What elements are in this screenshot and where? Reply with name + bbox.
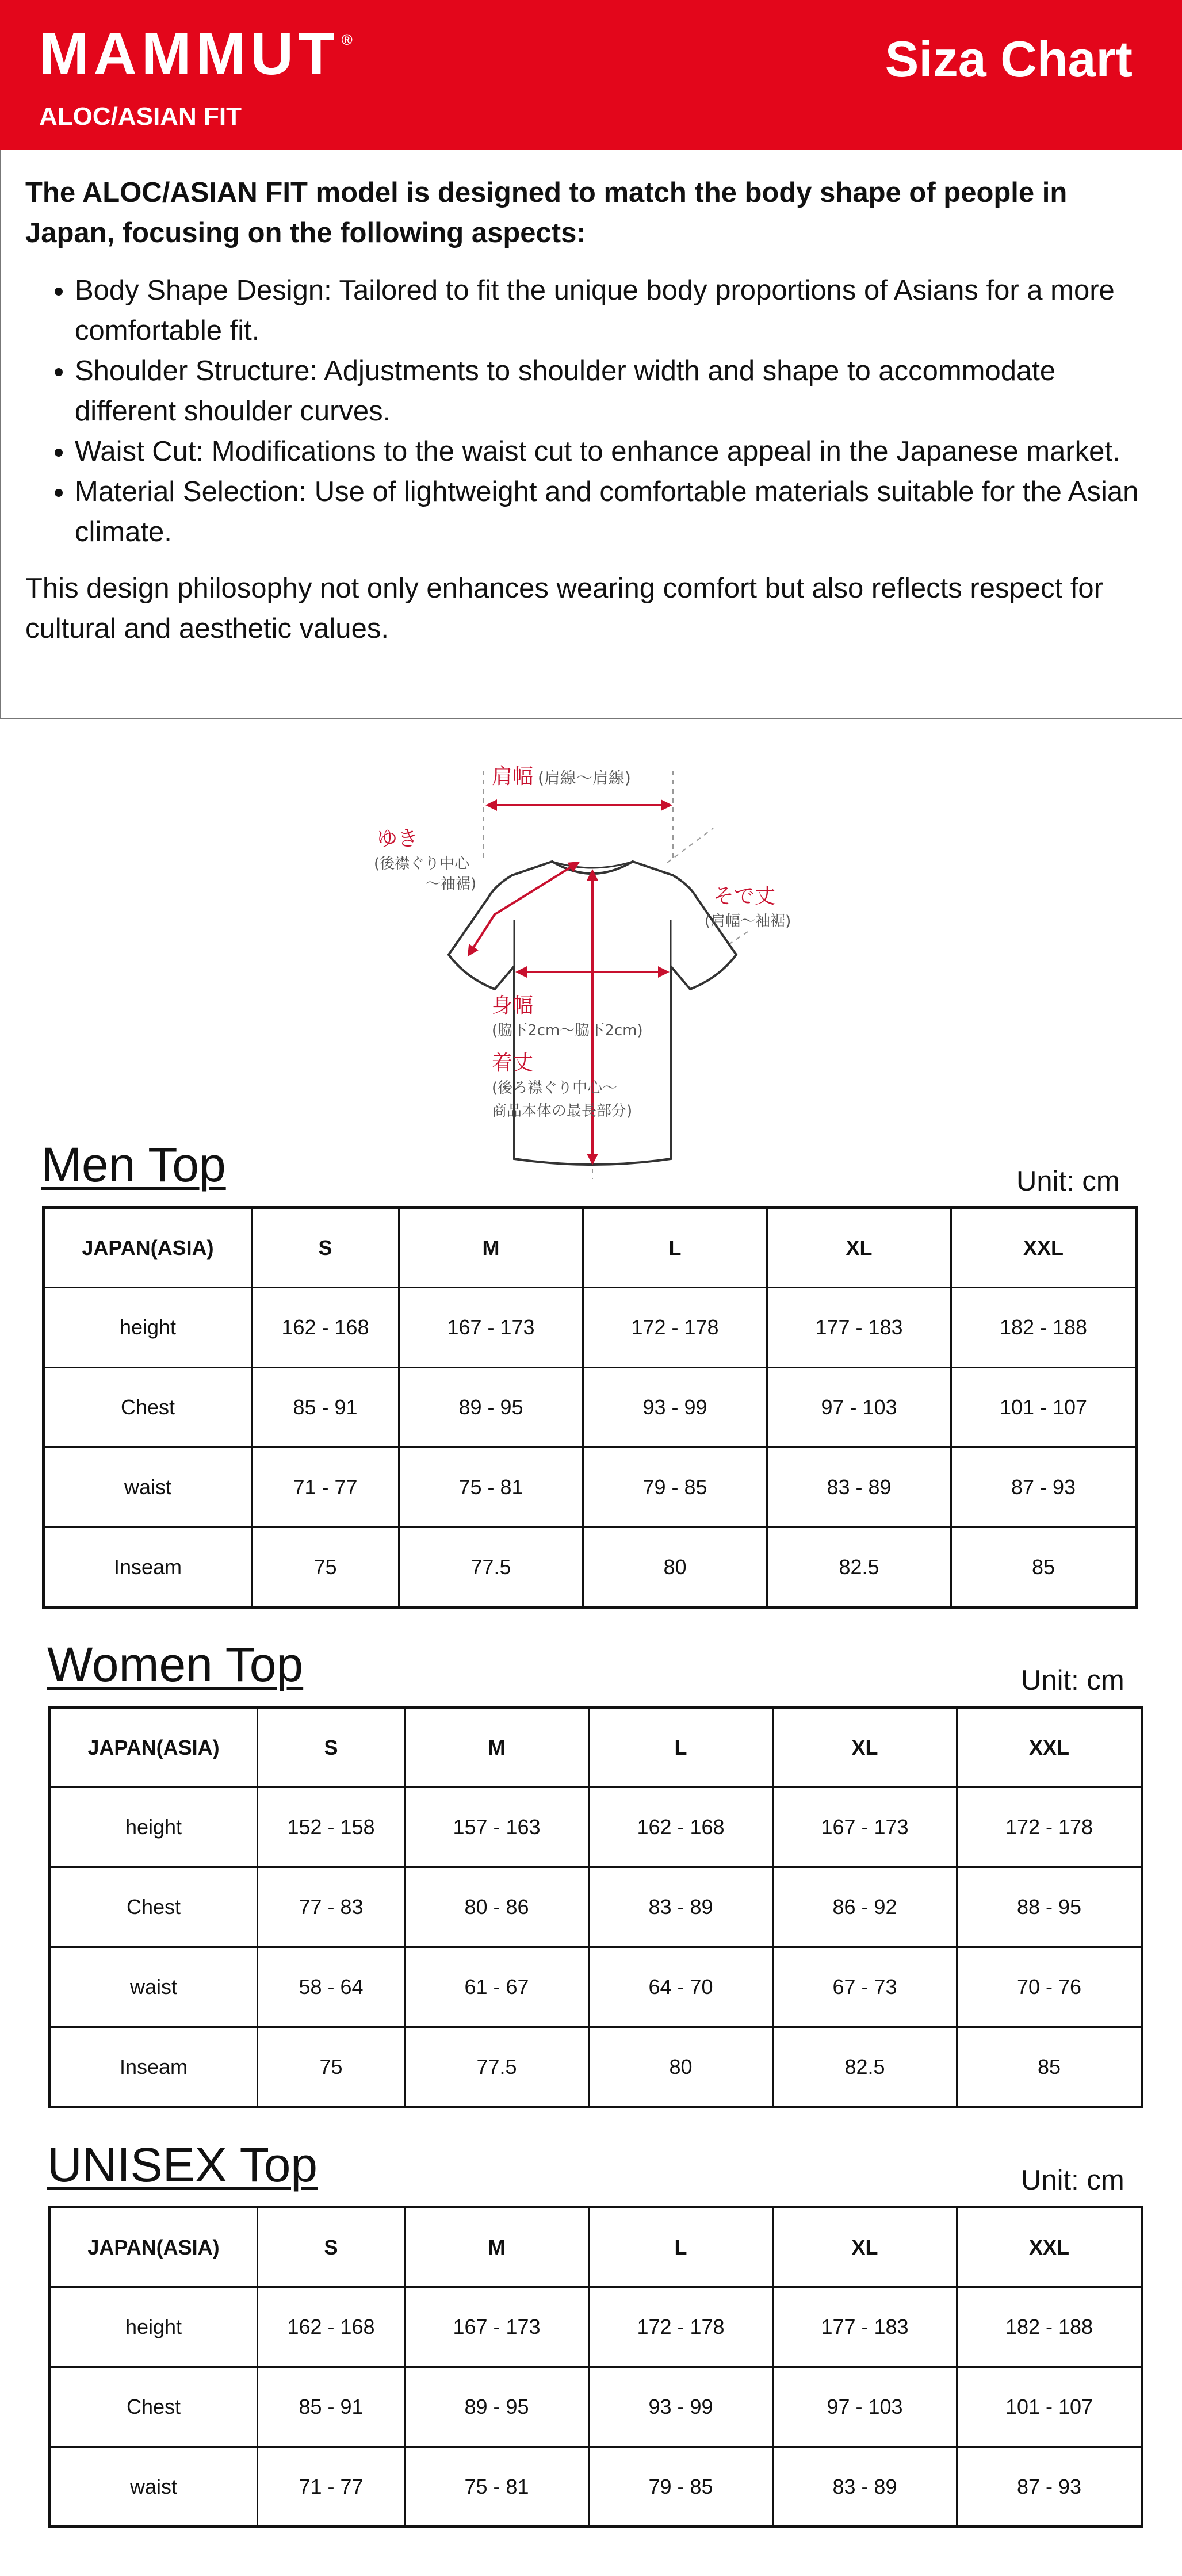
table-cell: waist [49,1947,258,2027]
table-cell: 89 - 95 [399,1368,583,1448]
intro-box [0,150,1182,719]
table-cell: 71 - 77 [252,1448,399,1528]
table-row [44,1288,1137,1368]
header-cell: L [589,1708,773,1787]
table-cell: 167 - 173 [405,2287,589,2367]
table-row [49,2367,1142,2447]
header-cell: M [405,2207,589,2287]
table-header-row [44,1208,1137,1288]
table-cell: 58 - 64 [258,1947,405,2027]
table-row [49,1947,1142,2027]
tshirt-measurement-diagram [345,748,863,1185]
header-cell: XL [773,2207,957,2287]
table-cell: Inseam [49,2027,258,2107]
table-cell: 89 - 95 [405,2367,589,2447]
label-yuki-note-2: 〜袖裾) [426,875,477,893]
table-header-row [49,2207,1142,2287]
label-yuki: ゆき [377,827,419,851]
label-body-width-note: (脇下2cm〜脇下2cm) [492,1022,643,1039]
table-cell: 85 [951,1528,1137,1607]
table-cell: 177 - 183 [767,1288,951,1368]
table-cell: 61 - 67 [405,1947,589,2027]
table-cell: Chest [49,1867,258,1947]
table-cell: 80 - 86 [405,1867,589,1947]
header-cell: L [589,2207,773,2287]
men-top-title: Men Top [41,1138,226,1192]
table-cell: 87 - 93 [957,2447,1142,2527]
header-cell: S [252,1208,399,1288]
table-cell: 79 - 85 [589,2447,773,2527]
table-cell: 152 - 158 [258,1787,405,1867]
table-cell: 182 - 188 [957,2287,1142,2367]
label-length-note-1: (後ろ襟ぐり中心〜 [492,1080,618,1097]
table-cell: 93 - 99 [583,1368,767,1448]
page-title: Siza Chart [885,30,1133,87]
header-cell: XXL [957,1708,1142,1787]
table-cell: 87 - 93 [951,1448,1137,1528]
table-cell: 83 - 89 [767,1448,951,1528]
table-cell: 86 - 92 [773,1867,957,1947]
table-row [49,2027,1142,2107]
bullet-item: • Waist Cut: Modifications to the waist cut to enhance appeal in the Japanese market. [75,431,1158,472]
intro-lead: The ALOC/ASIAN FIT model is designed to match the body shape of people in Japan, focusing on the following aspects: [25,177,1068,248]
table-cell: 79 - 85 [583,1448,767,1528]
header-cell: XXL [951,1208,1137,1288]
header-cell: JAPAN(ASIA) [49,1708,258,1787]
table-cell: 71 - 77 [258,2447,405,2527]
table-cell: 77.5 [405,2027,589,2107]
table-cell: 97 - 103 [773,2367,957,2447]
header-cell: S [258,2207,405,2287]
unisex-top-title: UNISEX Top [47,2138,318,2192]
table-cell: height [44,1288,252,1368]
bullet-item: • Body Shape Design: Tailored to fit the unique body proportions of Asians for a more comfortable fit. [75,270,1158,351]
table-cell: 80 [583,1528,767,1607]
table-cell: waist [44,1448,252,1528]
bullet-item: • Material Selection: Use of lightweight and comfortable materials suitable for the Asian climate. [75,472,1158,552]
table-cell: Inseam [44,1528,252,1607]
header-cell: JAPAN(ASIA) [49,2207,258,2287]
table-row [44,1368,1137,1448]
unisex-top-table [48,2206,1143,2528]
label-sleeve-length: そで丈 [713,885,776,908]
unisex-top-unit: Unit: cm [1021,2165,1124,2196]
table-cell: 77 - 83 [258,1867,405,1947]
label-yuki-note-1: (後襟ぐり中心 [374,855,470,872]
header-cell: XL [767,1208,951,1288]
table-cell: 82.5 [767,1528,951,1607]
table-cell: 85 - 91 [258,2367,405,2447]
header-cell: XL [773,1708,957,1787]
table-cell: waist [49,2447,258,2527]
men-top-unit: Unit: cm [1016,1166,1120,1197]
table-row [44,1448,1137,1528]
fit-label: ALOC/ASIAN FIT [39,102,242,131]
table-cell: 157 - 163 [405,1787,589,1867]
table-cell: 162 - 168 [258,2287,405,2367]
label-sleeve-length-note: (肩幅〜袖裾) [705,913,791,930]
header-cell: M [405,1708,589,1787]
table-cell: 93 - 99 [589,2367,773,2447]
header-cell: XXL [957,2207,1142,2287]
table-cell: 82.5 [773,2027,957,2107]
brand-logo [39,21,353,87]
table-cell: height [49,2287,258,2367]
table-cell: 75 - 81 [399,1448,583,1528]
table-cell: 75 - 81 [405,2447,589,2527]
table-cell: 67 - 73 [773,1947,957,2027]
table-cell: 101 - 107 [951,1368,1137,1448]
table-cell: 162 - 168 [589,1787,773,1867]
table-cell: 77.5 [399,1528,583,1607]
table-cell: 88 - 95 [957,1867,1142,1947]
table-row [44,1528,1137,1607]
women-top-unit: Unit: cm [1021,1665,1124,1696]
table-cell: 177 - 183 [773,2287,957,2367]
table-cell: Chest [49,2367,258,2447]
table-cell: 172 - 178 [957,1787,1142,1867]
table-cell: 182 - 188 [951,1288,1137,1368]
intro-bullets [25,270,1158,552]
header-cell: M [399,1208,583,1288]
label-shoulder-width-note: (肩線〜肩線) [538,768,631,787]
table-row [49,1867,1142,1947]
table-row [49,2447,1142,2527]
label-length-note-2: 商品本体の最長部分) [492,1103,633,1120]
table-cell: 85 - 91 [252,1368,399,1448]
header-banner [0,0,1182,150]
table-cell: 70 - 76 [957,1947,1142,2027]
table-cell: Chest [44,1368,252,1448]
table-row [49,1787,1142,1867]
table-cell: 101 - 107 [957,2367,1142,2447]
label-body-width: 身幅 [492,994,534,1017]
brand-name: MAMMUT [39,21,339,87]
header-cell: L [583,1208,767,1288]
women-top-table [48,1706,1143,2108]
table-cell: 172 - 178 [589,2287,773,2367]
table-cell: 80 [589,2027,773,2107]
table-cell: 64 - 70 [589,1947,773,2027]
label-shoulder-width: 肩幅 [492,765,534,789]
table-cell: height [49,1787,258,1867]
table-cell: 75 [252,1528,399,1607]
registered-mark: ® [341,31,353,48]
table-cell: 162 - 168 [252,1288,399,1368]
header-cell: S [258,1708,405,1787]
table-cell: 172 - 178 [583,1288,767,1368]
men-top-table [42,1206,1138,1609]
table-cell: 167 - 173 [773,1787,957,1867]
label-length: 着丈 [492,1051,534,1075]
women-top-title: Women Top [47,1637,304,1691]
bullet-item: • Shoulder Structure: Adjustments to shoulder width and shape to accommodate different shoulder curves. [75,351,1158,431]
table-cell: 83 - 89 [589,1867,773,1947]
table-row [49,2287,1142,2367]
table-cell: 83 - 89 [773,2447,957,2527]
table-cell: 75 [258,2027,405,2107]
table-cell: 85 [957,2027,1142,2107]
table-cell: 97 - 103 [767,1368,951,1448]
table-header-row [49,1708,1142,1787]
header-cell: JAPAN(ASIA) [44,1208,252,1288]
intro-closing: This design philosophy not only enhances wearing comfort but also reflects respect for cultural and aesthetic values. [25,573,1103,644]
table-cell: 167 - 173 [399,1288,583,1368]
